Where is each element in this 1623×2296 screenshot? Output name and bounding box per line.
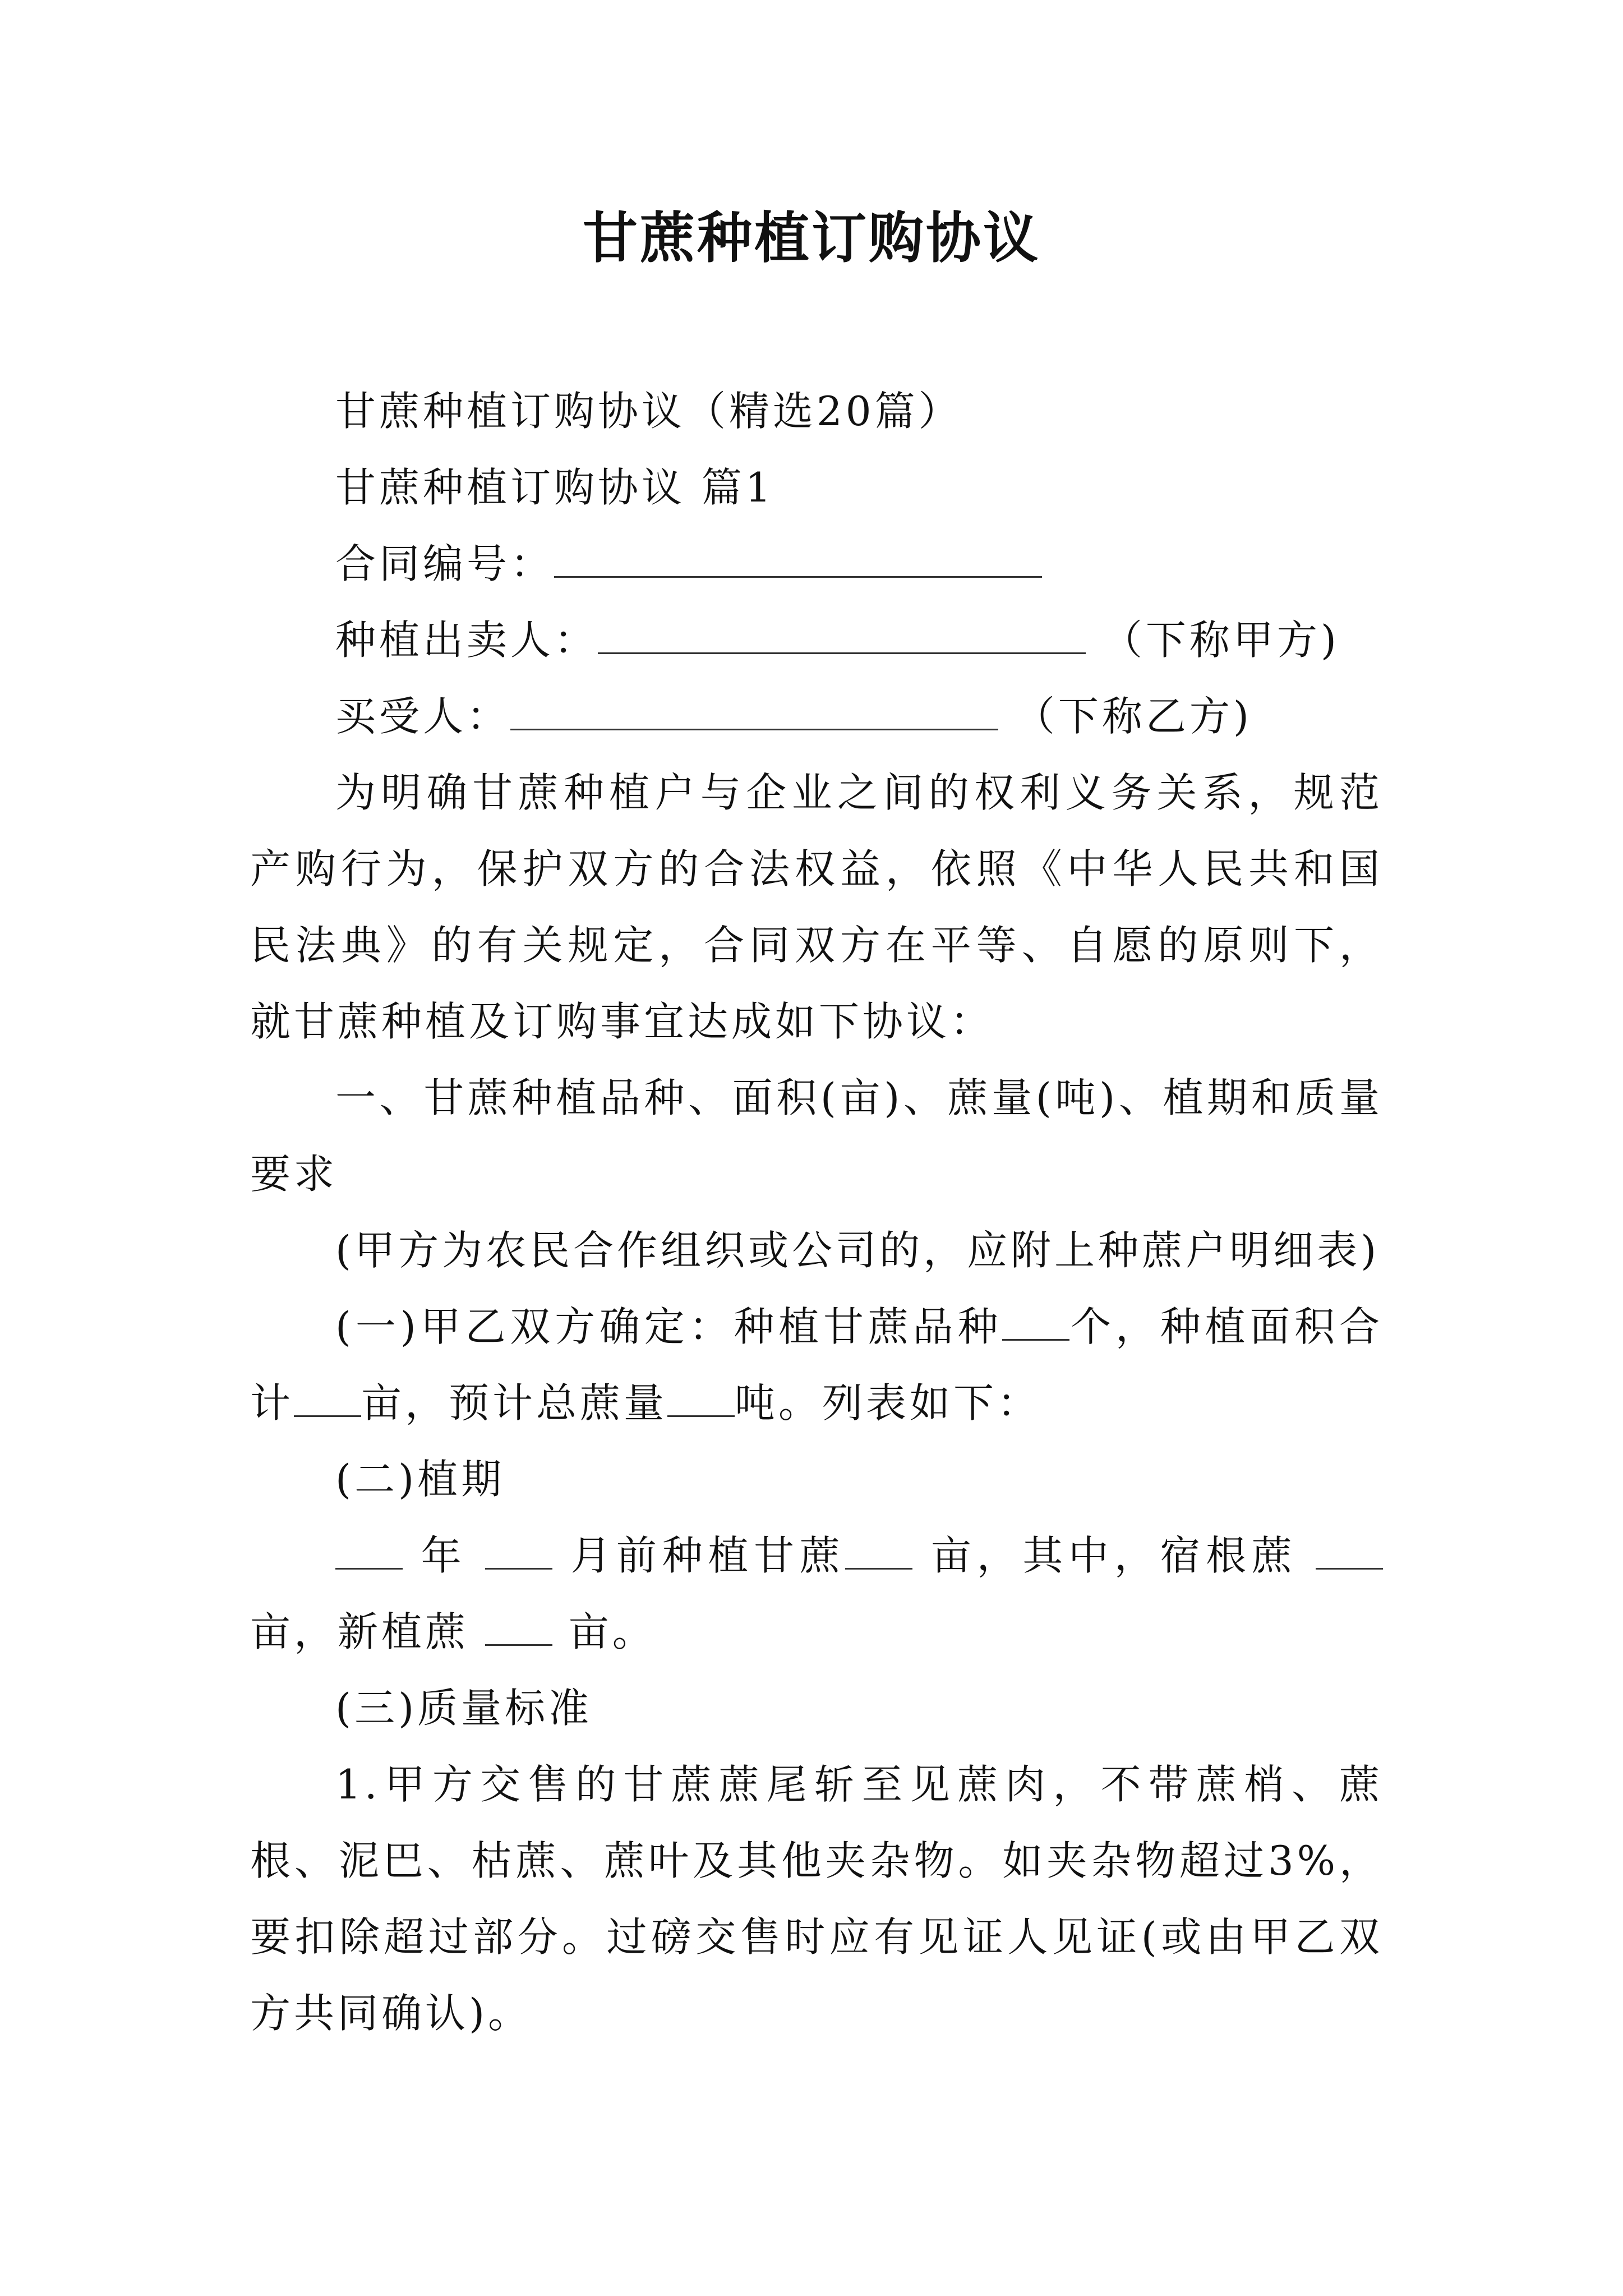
quality-standard-1: 1.甲方交售的甘蔗蔗尾斩至见蔗肉，不带蔗梢、蔗根、泥巴、枯蔗、蔗叶及其他夹杂物。如夹杂物超过3%，要扣除超过部分。过磅交售时应有见证人见证(或由甲乙双方共同确认)。 (250, 1761, 1383, 2037)
contract-number-blank (554, 545, 1042, 578)
contract-number-label: 合同编号： (335, 540, 555, 587)
new-planting-area-blank (485, 1613, 552, 1646)
intro-paragraph: 为明确甘蔗种植户与企业之间的权利义务关系，规范产购行为，保护双方的合法权益，依照《中华人民共和国民法典》的有关规定，合同双方在平等、自愿的原则下，就甘蔗种植及订购事宜达成如下协议： (250, 769, 1383, 1045)
document-title: 甘蔗种植订购协议 (582, 206, 1040, 270)
section-heading: 甘蔗种植订购协议 篇1 (335, 464, 774, 511)
item-2-paragraph (250, 1517, 1383, 1670)
item-1-text-a: (一)甲乙双方确定：种植甘蔗品种 (335, 1303, 1003, 1350)
buyer-label: 买受人： (335, 693, 511, 740)
buyer-blank (510, 697, 998, 730)
item-1-text-c: 亩，预计总蔗量 (361, 1379, 668, 1427)
clause-1-note: (甲方为农民合作组织或公司的，应附上种蔗户明细表) (335, 1227, 1380, 1274)
tonnage-blank (667, 1384, 735, 1417)
buyer-suffix: （下称乙方) (1014, 693, 1252, 740)
item-2-heading: (二)植期 (335, 1456, 505, 1503)
seller-line (250, 602, 1383, 678)
variety-count-blank (1002, 1308, 1069, 1341)
item-1-paragraph (250, 1289, 1383, 1441)
item-2-mu2: 亩，新植蔗 (250, 1608, 485, 1655)
year-blank (335, 1536, 403, 1570)
seller-suffix: （下称甲方) (1101, 616, 1340, 664)
subtitle: 甘蔗种植订购协议（精选20篇） (335, 388, 962, 435)
ratoon-area-blank (1316, 1536, 1383, 1570)
area-blank (294, 1384, 361, 1417)
item-2-year: 年 (403, 1532, 485, 1579)
seller-blank (598, 621, 1086, 654)
clause-1-heading: 一、甘蔗种植品种、面积(亩)、蔗量(吨)、植期和质量要求 (250, 1074, 1383, 1198)
item-2-month: 月前种植甘蔗 (552, 1532, 846, 1579)
planting-area-blank (845, 1536, 912, 1570)
document-body (250, 373, 1383, 2051)
item-1-text-b: 个，种植面积合计 (250, 1303, 1383, 1427)
contract-number-line (250, 526, 1383, 602)
item-2-mu3: 亩。 (552, 1608, 656, 1655)
buyer-line (250, 678, 1383, 754)
item-3-heading: (三)质量标准 (335, 1685, 593, 1732)
item-1-text-d: 吨。列表如下： (735, 1379, 1041, 1427)
month-blank (485, 1536, 552, 1570)
seller-label: 种植出卖人： (335, 616, 598, 664)
item-2-mu1: 亩，其中，宿根蔗 (912, 1532, 1316, 1579)
